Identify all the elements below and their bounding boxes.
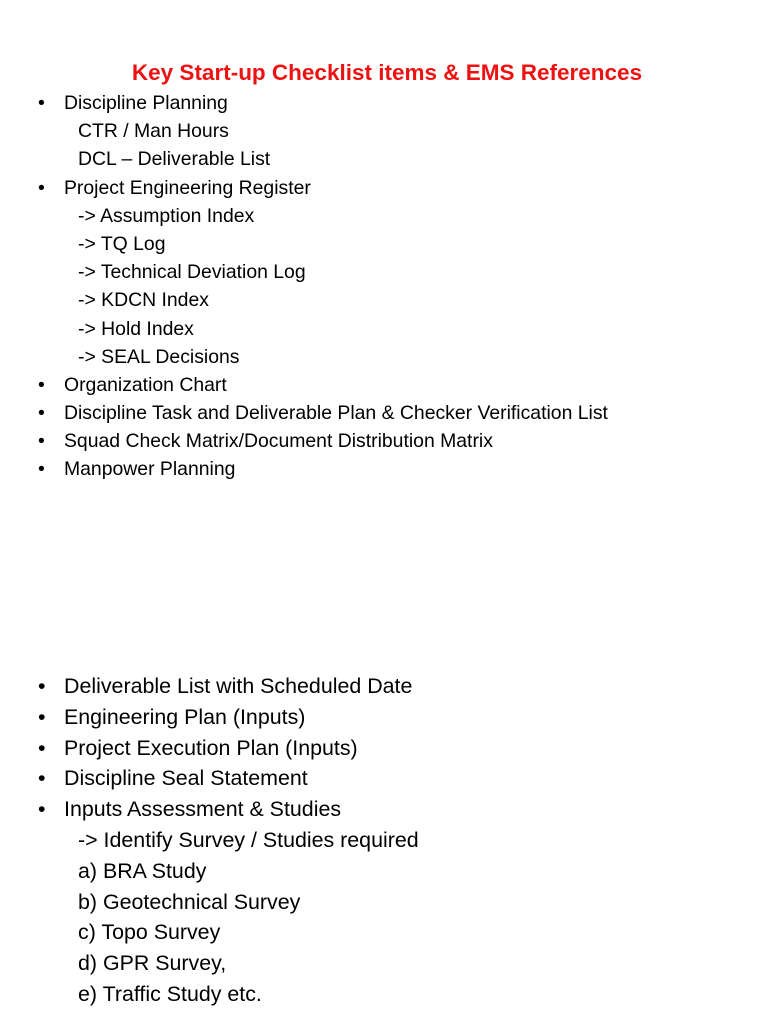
bullet-item-text: Organization Chart bbox=[64, 373, 227, 396]
sub-item-text: -> KDCN Index bbox=[78, 289, 209, 312]
bullet-item-text: Project Engineering Register bbox=[64, 176, 311, 199]
bullet-icon: • bbox=[38, 176, 45, 199]
sub-item-text: d) GPR Survey, bbox=[78, 951, 227, 976]
bullet-icon: • bbox=[38, 735, 46, 760]
bullet-item-text: Discipline Task and Deliverable Plan & Checker Verification List bbox=[64, 402, 608, 425]
bullet-item-text: Discipline Planning bbox=[64, 92, 228, 114]
sub-item-text: CTR / Man Hours bbox=[78, 120, 229, 143]
bullet-icon: • bbox=[38, 373, 45, 396]
bullet-item-text: Squad Check Matrix/Document Distribution Matrix bbox=[64, 430, 493, 453]
bullet-icon: • bbox=[38, 766, 46, 791]
sub-item-text: DCL – Deliverable List bbox=[78, 148, 271, 171]
bullet-icon: • bbox=[38, 797, 46, 822]
sub-item-text: e) Traffic Study etc. bbox=[78, 981, 262, 1006]
sub-item-text: -> TQ Log bbox=[78, 232, 166, 255]
sub-item-text: -> SEAL Decisions bbox=[78, 345, 240, 368]
sub-item-text: a) BRA Study bbox=[78, 858, 207, 883]
bullet-item-text: Deliverable List with Scheduled Date bbox=[64, 674, 413, 698]
bullet-icon: • bbox=[38, 674, 46, 698]
sub-item-text: -> Technical Deviation Log bbox=[78, 261, 306, 284]
sub-item-text: -> Assumption Index bbox=[78, 204, 255, 227]
sub-item-text: c) Topo Survey bbox=[78, 920, 221, 945]
bullet-icon: • bbox=[38, 430, 45, 453]
bullet-icon: • bbox=[38, 92, 45, 114]
sub-item-text: -> Hold Index bbox=[78, 317, 194, 340]
bullet-item-text: Engineering Plan (Inputs) bbox=[64, 704, 306, 729]
bullet-item-text: Inputs Assessment & Studies bbox=[64, 797, 342, 822]
page-title: Key Start-up Checklist items & EMS References bbox=[131, 60, 643, 85]
bullet-item-text: Project Execution Plan (Inputs) bbox=[64, 735, 358, 760]
bullet-item-text: Manpower Planning bbox=[64, 458, 236, 481]
sub-item-text: -> Identify Survey / Studies required bbox=[78, 827, 419, 852]
bullet-icon: • bbox=[38, 458, 45, 481]
bullet-icon: • bbox=[38, 704, 46, 729]
sub-item-text: b) Geotechnical Survey bbox=[78, 889, 301, 914]
bullet-icon: • bbox=[38, 402, 45, 425]
bullet-item-text: Discipline Seal Statement bbox=[64, 766, 308, 791]
